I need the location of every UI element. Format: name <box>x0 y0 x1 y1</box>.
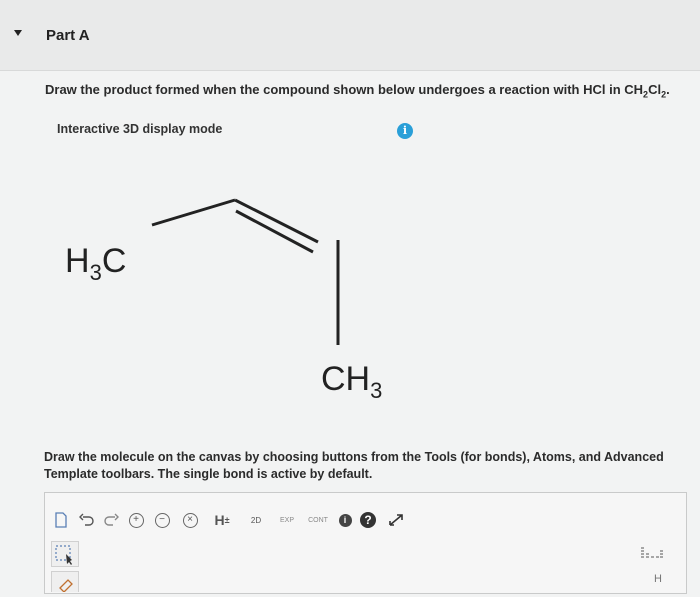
part-title: Part A <box>46 27 90 44</box>
redo-icon[interactable] <box>101 509 121 531</box>
display-mode-link[interactable]: Interactive 3D display mode <box>57 122 223 136</box>
bond-c2-c3-double <box>236 211 313 252</box>
group-h3c <box>65 242 126 285</box>
group-h3c-c: C <box>101 242 127 280</box>
collapse-triangle-icon[interactable] <box>14 30 22 36</box>
group-ch3 <box>321 360 382 403</box>
expand-button[interactable]: EXP <box>279 516 294 524</box>
add-hydrogens-sup: ± <box>224 515 230 525</box>
info-icon[interactable] <box>335 509 355 531</box>
zoom-out-icon[interactable]: − <box>151 509 173 531</box>
zoom-in-icon[interactable]: + <box>125 509 147 531</box>
question-text-main: Draw the product formed when the compound shown below undergoes a reaction with HCl in CH <box>45 82 644 97</box>
eraser-icon <box>52 572 78 592</box>
info-glyph: i <box>339 514 352 527</box>
bond-c2-c3 <box>235 200 318 242</box>
editor-instructions: Draw the molecule on the canvas by choosing buttons from the Tools (for bonds), Atoms, and Advanced Template toolbars. The single bond is active by default. <box>44 450 664 481</box>
question-text <box>45 82 670 100</box>
new-document-icon[interactable] <box>51 509 71 531</box>
undo-icon[interactable] <box>77 509 97 531</box>
part-header[interactable] <box>0 0 700 71</box>
clean-2d-button[interactable]: 2D <box>250 515 262 525</box>
select-tool[interactable] <box>51 541 79 567</box>
help-icon[interactable] <box>357 509 379 531</box>
info-icon[interactable]: i <box>397 123 413 139</box>
question-text-end: . <box>666 82 670 97</box>
question-sub-2: 2 <box>661 89 667 100</box>
eraser-tool[interactable] <box>51 571 79 592</box>
help-glyph: ? <box>360 512 376 528</box>
question-text-mid: Cl <box>648 82 662 97</box>
add-hydrogens-button[interactable] <box>205 509 239 531</box>
group-h3c-sub: 3 <box>89 260 102 285</box>
molecule-structure <box>55 180 415 410</box>
question-sub-1: 2 <box>643 89 649 100</box>
group-ch3-sub: 3 <box>370 378 383 403</box>
bond-c1-c2 <box>152 200 235 225</box>
add-hydrogens-label: H <box>214 512 225 528</box>
group-ch3-ch: CH <box>321 360 371 398</box>
group-h3c-h: H <box>65 242 90 280</box>
molecule-editor[interactable] <box>44 492 687 594</box>
clear-icon[interactable]: × <box>179 509 201 531</box>
selection-icon <box>52 542 78 566</box>
periodic-table-icon[interactable] <box>640 545 664 562</box>
contract-button[interactable]: CONT <box>308 516 328 524</box>
hydrogen-atom-button[interactable]: H <box>654 573 662 585</box>
expand-window-icon[interactable] <box>385 509 407 531</box>
